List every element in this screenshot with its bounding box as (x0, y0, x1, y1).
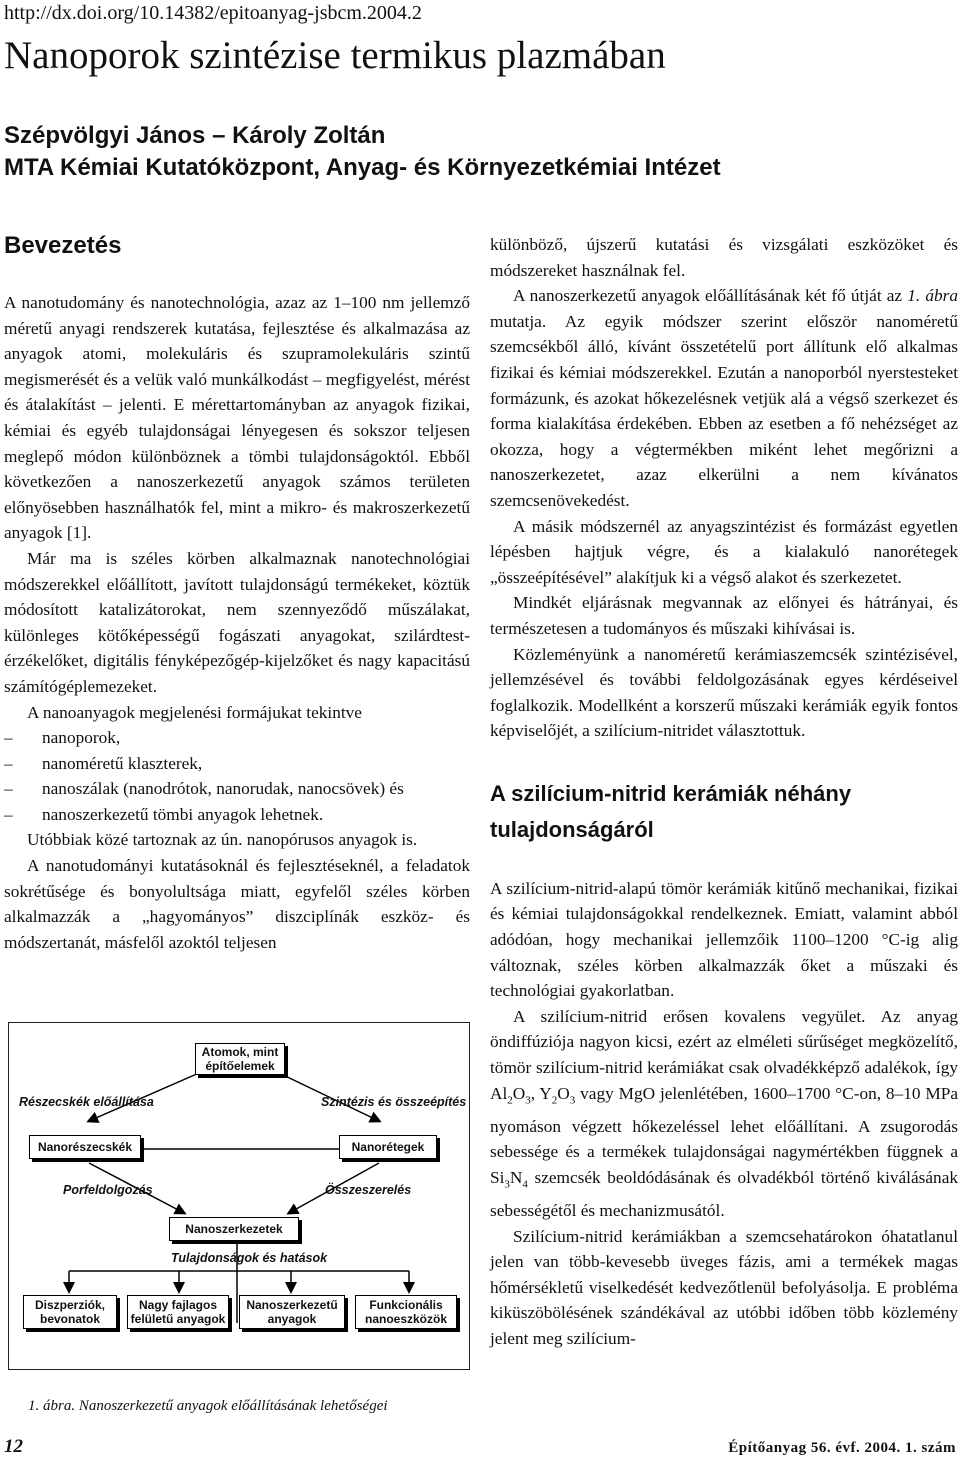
right-paragraph-2: A nanoszerkezetű anyagok előállításának két fő útját az 1. ábra mutatja. Az egyik módszer szerint először nanoméretű szemcsékből álló, kívánt összetételű port állítunk elő alkalmas fizikai és kémiai módszerekkel. Ezután a nanoporból nyerstesteket formázunk, és azokat hőkezelésnek vetjük alá a végső szerkezet és forma kialakítása érdekében. Ebben az esetben a fő nehézséget az okozza, hogy a végtermékben miként lehet megőrizni a nanoszerkezetet, azaz elkerülni a nem kívánatos szemcsenövekedést. (490, 286, 958, 510)
page-number: 12 (4, 1436, 23, 1457)
right-paragraph-7: A szilícium-nitrid erősen kovalens vegyület. Az anyag öndiffúziója nagyon kicsi, ezért az elméleti sűrűséget megközelítő, tömör szilícium-nitrid kerámiákat csak olvadékképző adalékok, így $Al_2O_3$, $Y_2O_3$ vagy MgO jelenlétében, 1600–1700 °C-on, 8–10 MPa nyomáson végzett hőkezeléssel lehet előállítani. A zsugorodás sebessége és a termékek tulajdonságai nagymértékben függnek a $Si_3N_4$ szemcsék beoldódásának és olvadékból történő kiválásának sebességétől és mechanizmusától. (490, 1006, 958, 1220)
particle-production-label: Részecskék előállítása (19, 1095, 154, 1109)
left-column (4, 290, 470, 955)
right-paragraph-5: Közleményünk a nanoméretű kerámiaszemcsék szintézisével, jellemzésével és további feldolgozásának egyes kérdéseivel foglalkozik. Modellként a korszerű műszaki kerámiák egyik fontos képviselőjét, a szilícium-nitridet választottuk. (490, 644, 958, 741)
list-item: – nanoporok, (4, 728, 121, 748)
intro-paragraph-2: Már ma is széles körben alkalmaznak nanotechnológiai módszerekkel előállított, javított tulajdonságú termékeket, köztük módosított katalizátorokat, nem szennyeződő műszálakat, különleges kötőképességű fogászati anyagokat, szilárdtest-érzékelőket, digitális fényképezőgép-kijelzőket és nagy kapacitású számítógéplemezeket. (4, 548, 470, 696)
nanolayers-box: Nanorétegek (339, 1135, 437, 1159)
list-item: – nanoszerkezetű tömbi anyagok lehetnek. (4, 804, 324, 824)
properties-label: Tulajdonságok és hatások (171, 1251, 328, 1265)
intro-paragraph-5: A nanotudományi kutatásoknál és fejlesztéseknél, a feladatok sokrétűsége és bonyolultsága miatt, egyfelől széles körben alkalmazzák a „hagyományos” diszciplínák eszköz- és módszertanát, másfelől azoktól teljesen (4, 856, 470, 952)
list-item: – nanoszálak (nanodrótok, nanorudak, nanocsövek) és (4, 779, 404, 799)
intro-heading: Bevezetés (4, 232, 122, 259)
doi-link[interactable]: http://dx.doi.org/10.14382/epitoanyag-jsbcm.2004.2 (4, 2, 422, 24)
powder-processing-label: Porfeldolgozás (63, 1183, 153, 1197)
intro-paragraph-1: A nanotudomány és nanotechnológia, azaz az 1–100 nm jellemző méretű anyagi rendszerek kutatása, fejlesztése és alkalmazása az anyagok atomi, molekuláris és szupramolekuláris szintű megismerését és a velük való munkálkodást – megfigyelést, mérést és átalakítást – jelenti. E mérettartományban az anyagok fizikai, kémiai és egyéb tulajdonságai lényegesen és sokszor teljesen meglepő módon különböznek a tömbi tulajdonságoktól. Ebből következően a nanoszerkezetű anyagok számos területen előnyösebben használhatók fel, mint a mikro- és makroszerkezetű anyagok [1]. (4, 293, 470, 543)
intro-paragraph-4: Utóbbiak közé tartoznak az ún. nanopórusos anyagok is. (27, 830, 418, 850)
high-surface-box: Nagy fajlagos felületű anyagok (127, 1295, 229, 1329)
author-block (4, 120, 721, 184)
list-item: – nanoméretű klaszterek, (4, 753, 203, 773)
affiliation: MTA Kémiai Kutatóközpont, Anyag- és Környezetkémiai Intézet (4, 154, 721, 181)
right-paragraph-8: Szilícium-nitrid kerámiákban a szemcsehatárokon óhatatlanul jelen van több-kevesebb üveges fázis, ami a termékek magas hőmérsékletű viselkedését kedvezőtlenül befolyásolja. E probléma kiküszöbölésének szándékával az utóbbi időben több közlemény jelent meg szilícium- (490, 1226, 958, 1348)
figure-caption: 1. ábra. Nanoszerkezetű anyagok előállításának lehetőségei (28, 1398, 388, 1414)
assembly-label: Összeszerelés (325, 1183, 412, 1197)
article-title: Nanoporok szintézise termikus plazmában (4, 34, 666, 77)
intro-paragraph-3: A nanoanyagok megjelenési formájukat tekintve (27, 702, 362, 722)
section-heading: A szilícium-nitrid kerámiák néhány tulajdonságáról (490, 780, 852, 842)
right-column (490, 232, 958, 1351)
nanostructures-box: Nanoszerkezetek (169, 1217, 299, 1241)
right-paragraph-1: különböző, újszerű kutatási és vizsgálati eszközöket és módszereket használnak fel. (490, 235, 958, 280)
nanodevices-box: Funkcionális nanoeszközök (355, 1295, 457, 1329)
synthesis-label: Szintézis és összeépítés (321, 1095, 467, 1109)
right-paragraph-4: Mindkét eljárásnak megvannak az előnyei és hátrányai, és természetesen a tudományos és műszaki kihívásai is. (490, 593, 958, 638)
journal-footer: Építőanyag 56. évf. 2004. 1. szám (728, 1440, 956, 1456)
dispersions-box: Diszperziók, bevonatok (23, 1295, 117, 1329)
authors: Szépvölgyi János – Károly Zoltán (4, 122, 386, 149)
figure-reference[interactable]: 1. ábra (907, 286, 958, 306)
right-paragraph-3: A másik módszernél az anyagszintézist és formázást egyetlen lépésben hajtjuk végre, és a kialakuló nanorétegek „összeépítésével” alakítjuk ki a végső alakot és szerkezetet. (490, 516, 958, 587)
atoms-box: Atomok, mint építőelemek (195, 1043, 285, 1075)
right-paragraph-6: A szilícium-nitrid-alapú tömör kerámiák kitűnő mechanikai, fizikai és kémiai tulajdonságokkal rendelkeznek. Emiatt, valamint abból adódóan, hogy mechanikai jellemzőik 1100–1200 °C-ig alig változnak, széles körben alkalmazzák őket a műszaki és technológiai gyakorlatban. (490, 878, 958, 1001)
nanostructured-materials-box: Nanoszerkezetű anyagok (239, 1295, 345, 1329)
nanoparticles-box: Nanorészecskék (29, 1135, 141, 1159)
figure-1 (8, 1022, 470, 1370)
